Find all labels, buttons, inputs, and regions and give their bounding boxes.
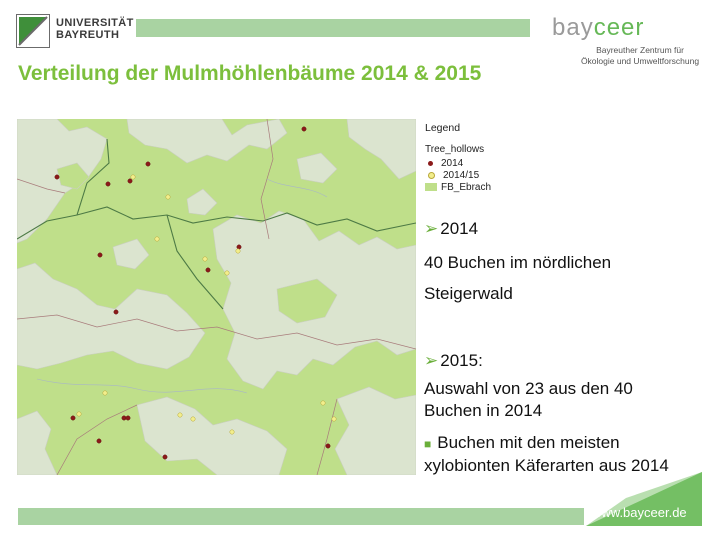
bullet-text: Buchen mit den meisten bbox=[437, 433, 620, 452]
university-logo bbox=[16, 14, 134, 48]
footer-bar bbox=[18, 508, 584, 525]
legend-item-label: 2014/15 bbox=[443, 169, 480, 181]
bullet-text: 2015: bbox=[440, 351, 483, 370]
legend-swatch-icon bbox=[425, 183, 437, 191]
bayceer-subtitle bbox=[570, 45, 710, 67]
tree-point-2014 bbox=[122, 416, 126, 420]
tree-point-2014-15 bbox=[321, 401, 325, 405]
tree-point-2014 bbox=[146, 162, 150, 166]
bullet-criteria-line2: xylobionten Käferarten aus 2014 bbox=[424, 456, 669, 475]
bullet-criteria-line1 bbox=[424, 432, 620, 455]
legend-marker-icon bbox=[428, 161, 433, 166]
bayceer-subtitle-line2: Ökologie und Umweltforschung bbox=[580, 56, 700, 66]
legend-item-2014 bbox=[425, 157, 463, 169]
legend-title: Legend bbox=[425, 122, 461, 134]
bayceer-wordmark-part2: ceer bbox=[593, 14, 645, 41]
slide-title: Verteilung der Mulmhöhlenbäume 2014 & 2015 bbox=[18, 62, 482, 85]
bullet-2014-line1: 40 Buchen im nördlichen bbox=[424, 253, 612, 272]
university-name bbox=[56, 17, 134, 41]
bayceer-wordmark bbox=[552, 14, 644, 42]
tree-point-2014-15 bbox=[77, 412, 81, 416]
map-canvas bbox=[17, 119, 416, 475]
bullet-2015-heading bbox=[424, 350, 483, 372]
tree-point-2014 bbox=[302, 127, 306, 131]
university-emblem-icon bbox=[16, 14, 50, 48]
header-bar bbox=[136, 19, 530, 37]
tree-point-2014 bbox=[114, 310, 118, 314]
tree-point-2014 bbox=[55, 175, 59, 179]
arrow-bullet-icon: ➢ bbox=[424, 219, 439, 238]
tree-point-2014 bbox=[97, 439, 101, 443]
tree-point-2014 bbox=[106, 182, 110, 186]
legend-marker-icon bbox=[428, 172, 435, 179]
tree-point-2014-15 bbox=[203, 257, 207, 261]
tree-point-2014 bbox=[71, 416, 75, 420]
tree-point-2014 bbox=[326, 444, 330, 448]
legend-layer-name: Tree_hollows bbox=[425, 144, 485, 155]
bullet-2014-heading bbox=[424, 218, 478, 240]
tree-point-2014-15 bbox=[191, 417, 195, 421]
bullet-2015-line2: Buchen in 2014 bbox=[424, 401, 543, 420]
bayceer-logo bbox=[548, 14, 708, 68]
tree-point-2014 bbox=[237, 245, 241, 249]
tree-point-2014 bbox=[98, 253, 102, 257]
legend-item-label: FB_Ebrach bbox=[441, 181, 492, 193]
university-name-line1: UNIVERSITÄT bbox=[56, 17, 134, 29]
bayceer-subtitle-line1: Bayreuther Zentrum für bbox=[596, 45, 684, 55]
tree-point-2014-15 bbox=[225, 271, 229, 275]
tree-point-2014 bbox=[126, 416, 130, 420]
legend-item-label: 2014 bbox=[441, 157, 464, 169]
tree-point-2014 bbox=[128, 179, 132, 183]
tree-point-2014-15 bbox=[155, 237, 159, 241]
square-bullet-icon: ■ bbox=[424, 437, 432, 451]
bullet-2015-line1: Auswahl von 23 aus den 40 bbox=[424, 379, 633, 398]
tree-point-2014-15 bbox=[131, 175, 135, 179]
university-name-line2: BAYREUTH bbox=[56, 29, 120, 41]
forest-map bbox=[17, 119, 416, 475]
bullet-2014-line2: Steigerwald bbox=[424, 284, 513, 303]
tree-point-2014 bbox=[163, 455, 167, 459]
arrow-bullet-icon: ➢ bbox=[424, 351, 439, 370]
map-legend bbox=[425, 122, 535, 202]
tree-point-2014-15 bbox=[178, 413, 182, 417]
legend-item-2014-15 bbox=[425, 169, 479, 181]
footer-url: www.bayceer.de bbox=[592, 505, 687, 520]
tree-point-2014 bbox=[206, 268, 210, 272]
bayceer-wordmark-part1: bay bbox=[552, 14, 594, 41]
tree-point-2014-15 bbox=[166, 195, 170, 199]
tree-point-2014-15 bbox=[103, 391, 107, 395]
tree-point-2014-15 bbox=[332, 417, 336, 421]
tree-point-2014-15 bbox=[236, 249, 240, 253]
bullet-text: 2014 bbox=[440, 219, 479, 238]
legend-item-fb-ebrach bbox=[425, 181, 491, 193]
tree-point-2014-15 bbox=[230, 430, 234, 434]
